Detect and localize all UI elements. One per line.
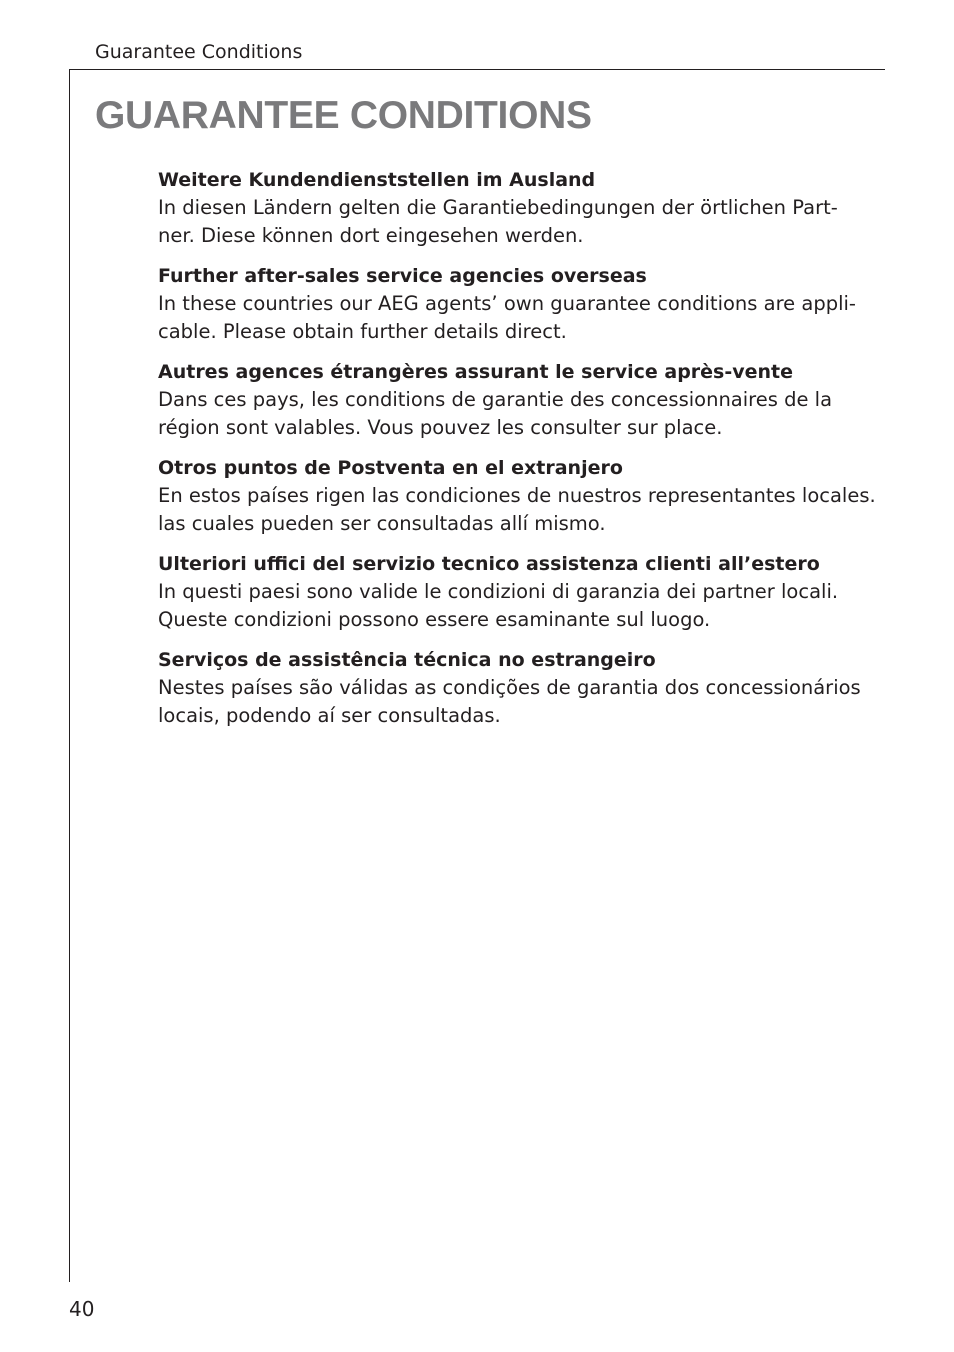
body-line: région sont valables. Vous pouvez les consulter sur place.	[158, 415, 723, 439]
body-line: Queste condizioni possono essere esaminante sul luogo.	[158, 607, 711, 631]
page-title: GUARANTEE CONDITIONS	[95, 94, 592, 137]
section-heading: Otros puntos de Postventa en el extranjero	[158, 457, 623, 479]
body-line: cable. Please obtain further details direct.	[158, 319, 567, 343]
section-body	[158, 290, 868, 345]
section-body	[158, 194, 868, 249]
header-rule	[69, 69, 885, 70]
section-heading: Autres agences étrangères assurant le service après-vente	[158, 361, 794, 383]
body-line: In these countries our AEG agents’ own guarantee conditions are appli-	[158, 292, 856, 315]
running-header: Guarantee Conditions	[95, 41, 303, 63]
section-body	[158, 482, 876, 537]
margin-rule	[69, 69, 70, 1282]
body-line: ner. Diese können dort eingesehen werden.	[158, 223, 584, 247]
section-heading: Ulteriori uffici del servizio tecnico assistenza clienti all’estero	[158, 553, 820, 575]
body-line: las cuales pueden ser consultadas allí mismo.	[158, 511, 606, 535]
section-german	[158, 166, 868, 249]
body-line: Nestes países são válidas as condições de garantia dos concessionários	[158, 676, 861, 699]
section-body	[158, 578, 868, 633]
section-spanish	[158, 454, 876, 537]
body-line: En estos países rigen las condiciones de nuestros representantes locales.	[158, 484, 876, 507]
section-body	[158, 674, 868, 729]
content	[158, 166, 876, 742]
body-line: Dans ces pays, les conditions de garantie des concessionnaires de la	[158, 388, 833, 411]
page-number: 40	[69, 1297, 95, 1321]
section-italian	[158, 550, 868, 633]
section-french	[158, 358, 868, 441]
body-line: In questi paesi sono valide le condizioni di garanzia dei partner locali.	[158, 580, 839, 603]
section-heading: Further after-sales service agencies overseas	[158, 265, 647, 287]
section-heading: Serviços de assistência técnica no estrangeiro	[158, 649, 656, 671]
body-line: In diesen Ländern gelten die Garantiebedingungen der örtlichen Part-	[158, 196, 838, 219]
body-line: locais, podendo aí ser consultadas.	[158, 703, 501, 727]
section-english	[158, 262, 868, 345]
section-portuguese	[158, 646, 868, 729]
section-body	[158, 386, 868, 441]
section-heading: Weitere Kundendienststellen im Ausland	[158, 169, 596, 191]
